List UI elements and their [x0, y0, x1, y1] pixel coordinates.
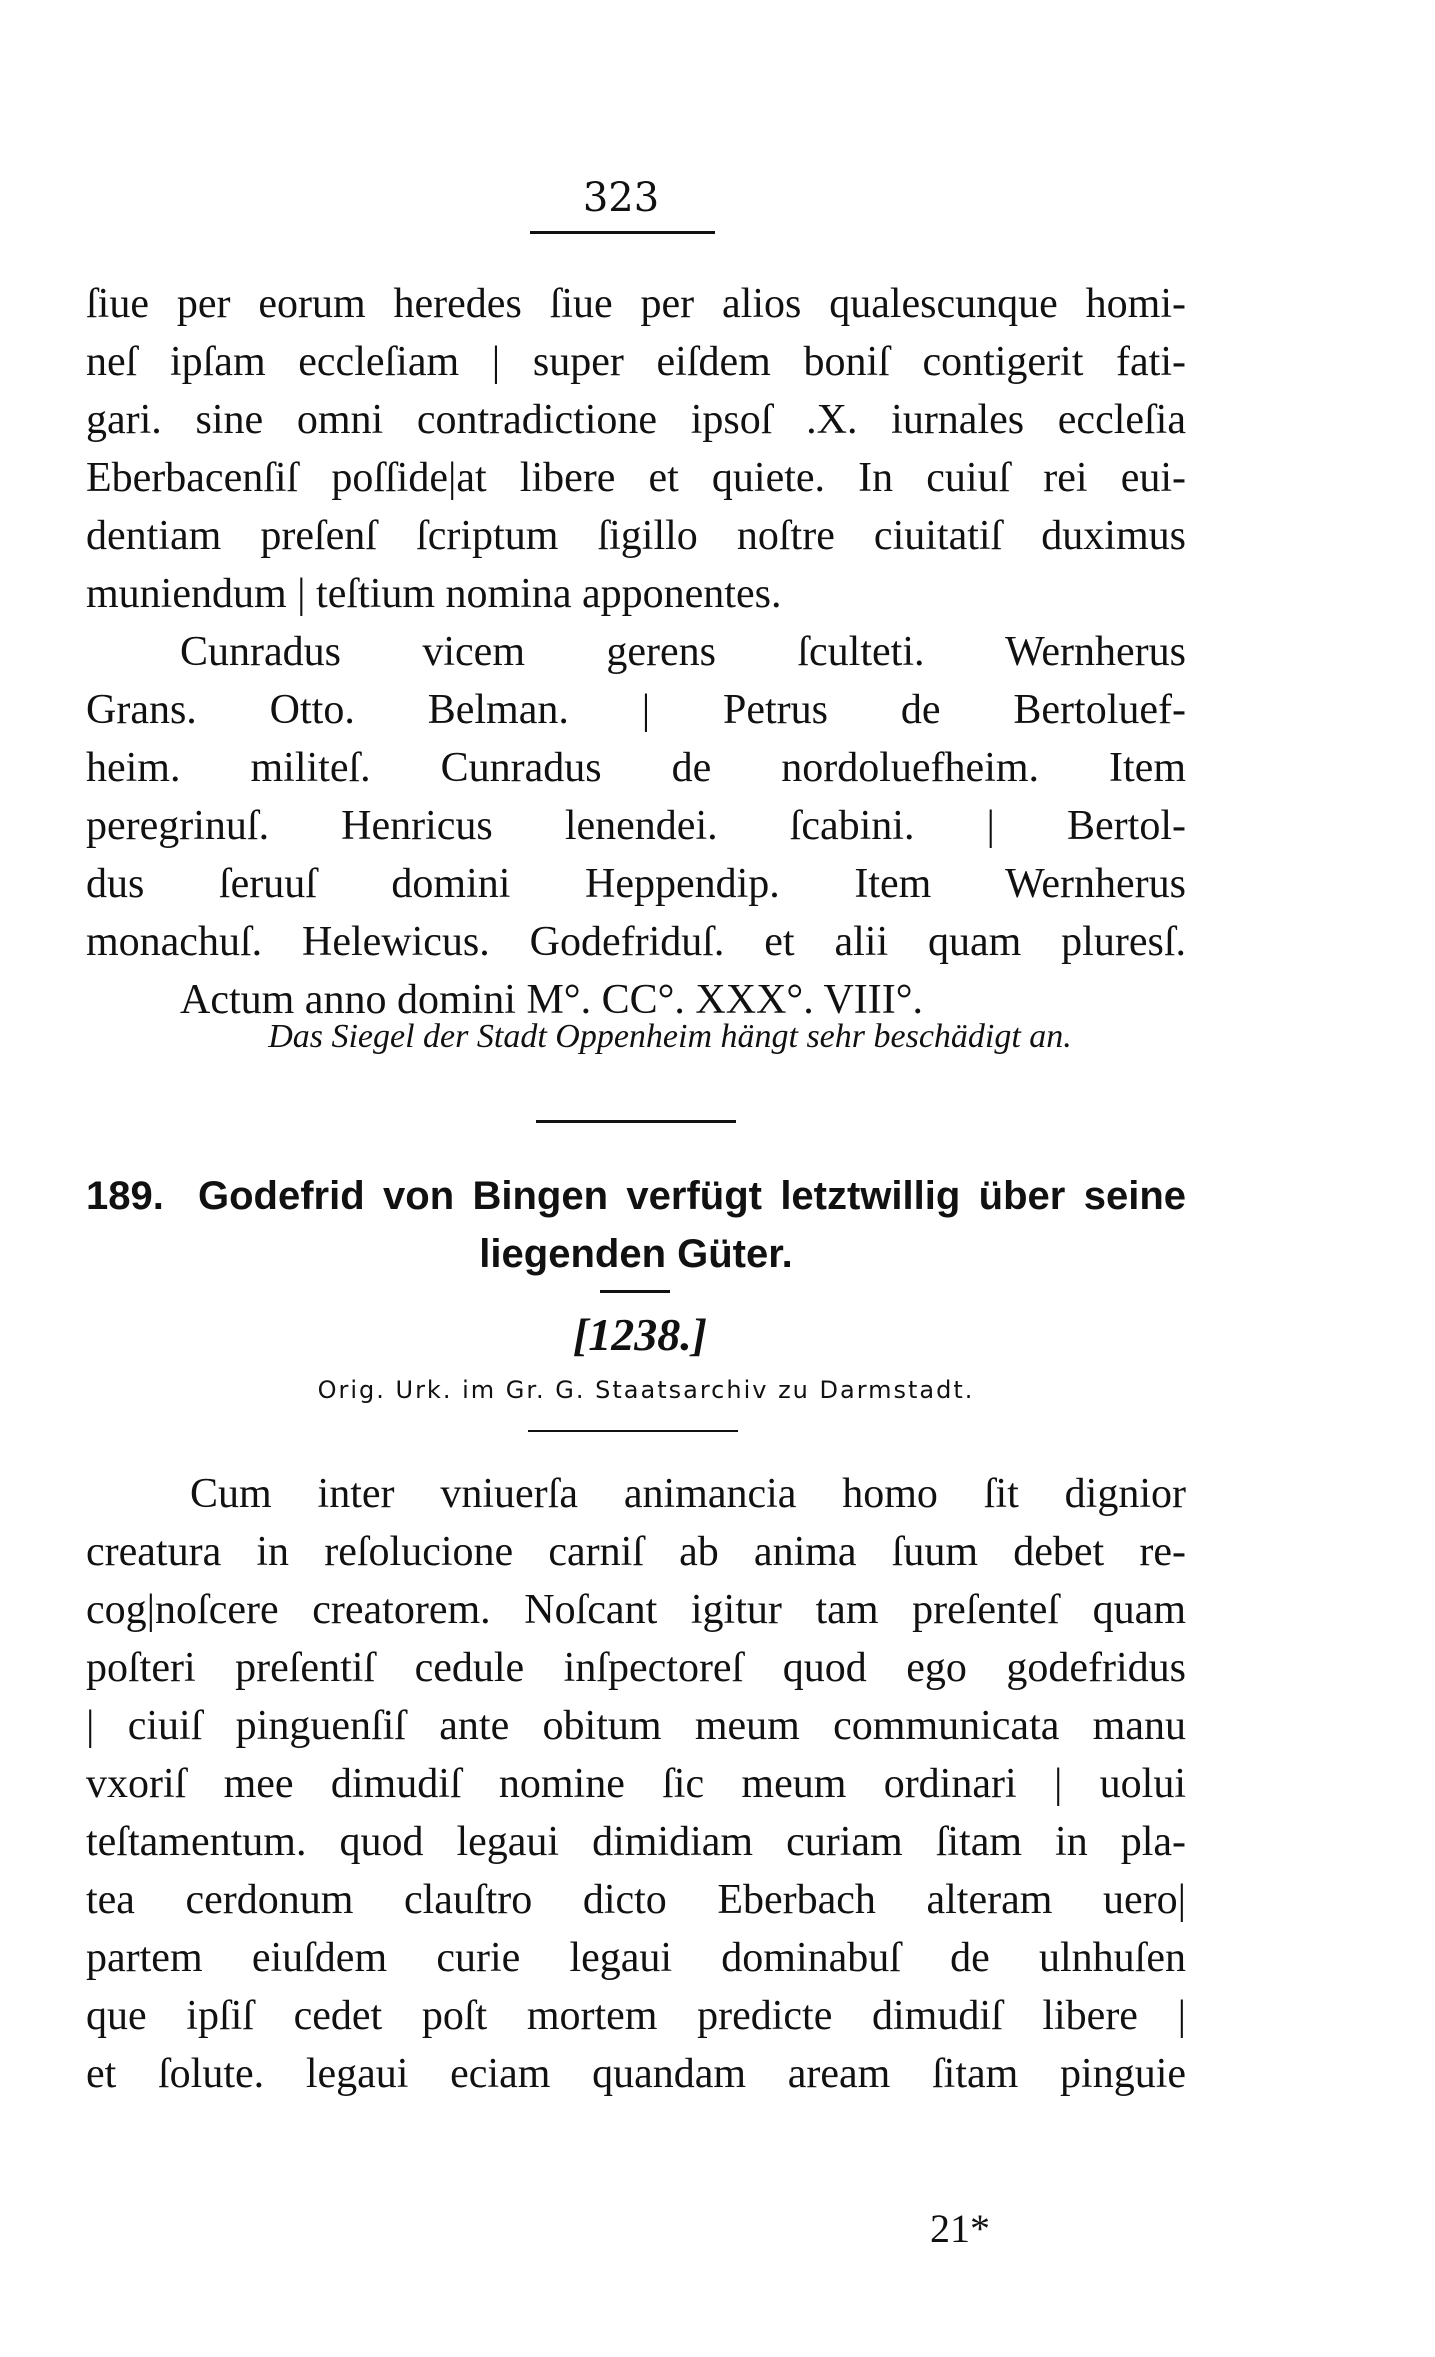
heading-line: Godefrid von Bingen verfügt letztwillig über seine: [198, 1174, 1186, 1218]
text-line: tea cerdonum clauſtro dicto Eberbach alteram uero|: [86, 1877, 1186, 1923]
text-line: neſ ipſam eccleſiam | super eiſdem boniſ contigerit fati-: [86, 339, 1186, 385]
text-line: peregrinuſ. Henricus lenendei. ſcabini. | Bertol-: [86, 803, 1186, 849]
document-date: [1238.]: [572, 1309, 708, 1360]
text-line: heim. militeſ. Cunradus de nordoluefheim. Item: [86, 745, 1186, 791]
text-line: que ipſiſ cedet poſt mortem predicte dimudiſ libere |: [86, 1993, 1186, 2039]
text-line: Cunradus vicem gerens ſculteti. Wernherus: [180, 629, 1186, 675]
text-line: et ſolute. legaui eciam quandam aream ſitam pinguie: [86, 2051, 1186, 2097]
text-line: Eberbacenſiſ poſſide|at libere et quiete. In cuiuſ rei eui-: [86, 455, 1186, 501]
document-heading: [86, 1168, 1186, 1224]
text-line: partem eiuſdem curie legaui dominabuſ de ulnhuſen: [86, 1935, 1186, 1981]
text-line: creatura in reſolucione carniſ ab anima ſuum debet re-: [86, 1529, 1186, 1575]
seal-note: Das Siegel der Stadt Oppenheim hängt sehr beschädigt an.: [268, 1018, 1072, 1055]
text-line: teſtamentum. quod legaui dimidiam curiam ſitam in pla-: [86, 1819, 1186, 1865]
source-rule: [528, 1430, 738, 1432]
text-line: Actum anno domini M°. CC°. XXX°. VIII°.: [180, 977, 924, 1023]
text-line: cog|noſcere creatorem. Noſcant igitur tam preſenteſ quam: [86, 1587, 1186, 1633]
text-line: muniendum | teſtium nomina apponentes.: [86, 571, 782, 617]
text-line: Grans. Otto. Belman. | Petrus de Bertoluef-: [86, 687, 1186, 733]
text-line: dentiam preſenſ ſcriptum ſigillo noſtre ciuitatiſ duximus: [86, 513, 1186, 559]
section-divider: [536, 1120, 736, 1123]
signature-mark: 21*: [930, 2206, 990, 2251]
text-line: ſiue per eorum heredes ſiue per alios qualescunque homi-: [86, 281, 1186, 327]
heading-rule: [600, 1290, 670, 1293]
text-line: poſteri preſentiſ cedule inſpectoreſ quod ego godefridus: [86, 1645, 1186, 1691]
text-line: dus ſeruuſ domini Heppendip. Item Wernherus: [86, 861, 1186, 907]
text-line: gari. sine omni contradictione ipsoſ .X. iurnales eccleſia: [86, 397, 1186, 443]
text-line: | ciuiſ pinguenſiſ ante obitum meum communicata manu: [86, 1703, 1186, 1749]
text-line: Cum inter vniuerſa animancia homo ſit dignior: [190, 1471, 1186, 1517]
page-number: 323: [582, 175, 660, 221]
text-line: monachuſ. Helewicus. Godefriduſ. et alii quam pluresſ.: [86, 919, 1186, 965]
text-line: vxoriſ mee dimudiſ nomine ſic meum ordinari | uolui: [86, 1761, 1186, 1807]
heading-line: liegenden Güter.: [479, 1232, 793, 1276]
source-citation: Orig. Urk. im Gr. G. Staatsarchiv zu Darmstadt.: [317, 1376, 975, 1404]
document-number: 189.: [86, 1174, 164, 1218]
page-number-rule: [530, 231, 715, 234]
